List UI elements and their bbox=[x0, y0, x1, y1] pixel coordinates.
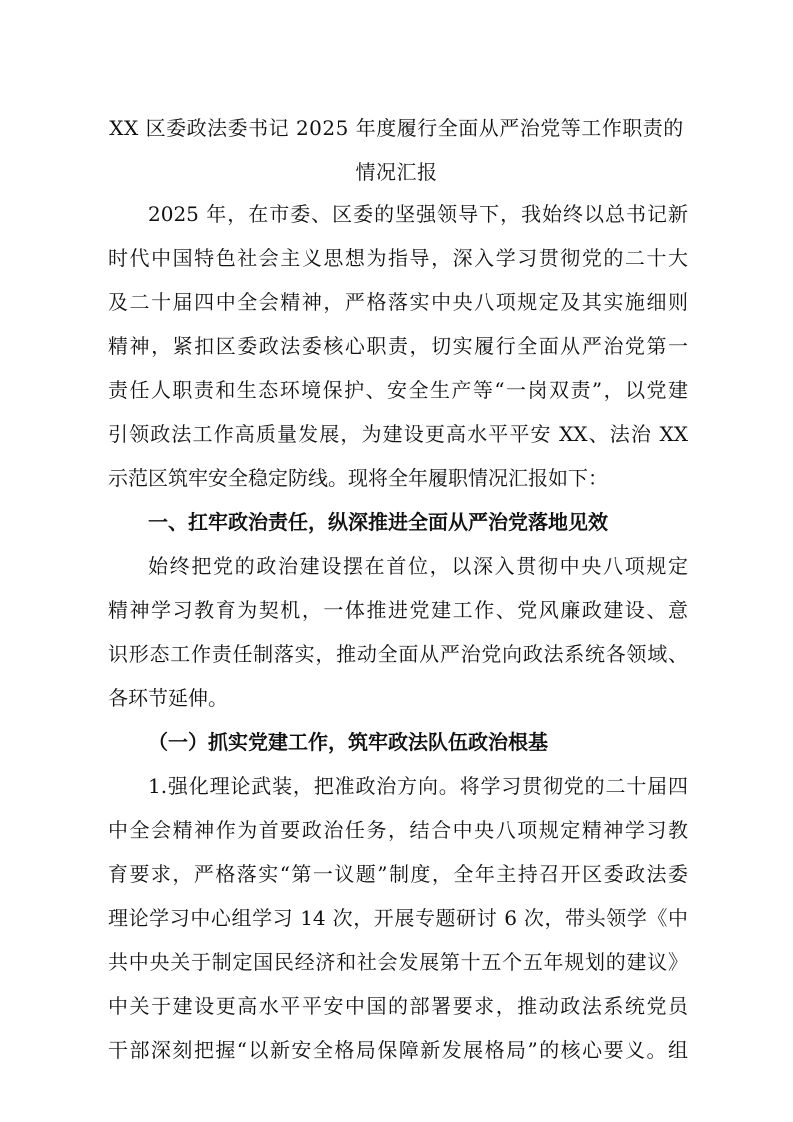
paragraph-line: 及二十届四中全会精神，严格落实中央八项规定及其实施细则 bbox=[108, 290, 688, 314]
paragraph-line: 精神学习教育为契机，一体推进党建工作、党风廉政建设、意 bbox=[108, 598, 688, 622]
paragraph-line: 责任人职责和生态环境保护、安全生产等“一岗双责”，以党建 bbox=[108, 378, 688, 402]
paragraph-line: 2025 年，在市委、区委的坚强领导下，我始终以总书记新 bbox=[148, 202, 688, 226]
paragraph-line: 识形态工作责任制落实，推动全面从严治党向政法系统各领域、 bbox=[108, 642, 688, 666]
paragraph-line: 始终把党的政治建设摆在首位，以深入贯彻中央八项规定 bbox=[148, 554, 688, 578]
paragraph-line: 各环节延伸。 bbox=[108, 686, 228, 710]
paragraph-line: 精神，紧扣区委政法委核心职责，切实履行全面从严治党第一 bbox=[108, 334, 688, 358]
document-title-line-1: XX 区委政法委书记 2025 年度履行全面从严治党等工作职责的 bbox=[109, 116, 684, 140]
section-heading: 一、扛牢政治责任，纵深推进全面从严治党落地见效 bbox=[148, 510, 608, 534]
paragraph-line: 干部深刻把握“以新安全格局保障新发展格局”的核心要义。组 bbox=[108, 1038, 688, 1062]
paragraph-line: 中全会精神作为首要政治任务，结合中央八项规定精神学习教 bbox=[108, 818, 688, 842]
paragraph-line: 育要求，严格落实“第一议题”制度，全年主持召开区委政法委 bbox=[108, 862, 688, 886]
paragraph-line: 示范区筑牢安全稳定防线。现将全年履职情况汇报如下： bbox=[108, 466, 608, 490]
subsection-heading: （一）抓实党建工作，筑牢政法队伍政治根基 bbox=[148, 730, 548, 754]
paragraph-line: 中关于建设更高水平平安中国的部署要求，推动政法系统党员 bbox=[108, 994, 688, 1018]
paragraph-line: 共中央关于制定国民经济和社会发展第十五个五年规划的建议》 bbox=[108, 950, 688, 974]
paragraph-line: 时代中国特色社会主义思想为指导，深入学习贯彻党的二十大 bbox=[108, 246, 688, 270]
document-title-line-2: 情况汇报 bbox=[355, 160, 438, 184]
paragraph-line: 1.强化理论武装，把准政治方向。将学习贯彻党的二十届四 bbox=[148, 774, 688, 798]
paragraph-line: 理论学习中心组学习 14 次，开展专题研讨 6 次，带头领学《中 bbox=[108, 906, 688, 930]
paragraph-line: 引领政法工作高质量发展，为建设更高水平平安 XX、法治 XX bbox=[108, 422, 688, 446]
